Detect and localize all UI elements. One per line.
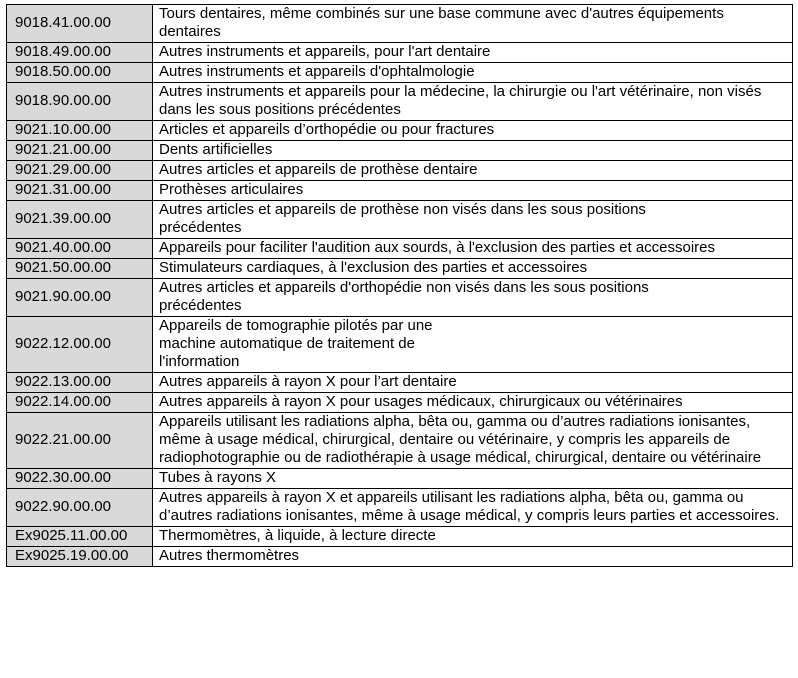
tariff-code-cell: 9022.30.00.00 [7, 469, 153, 489]
tariff-code-cell: 9021.50.00.00 [7, 259, 153, 279]
description-cell: Autres thermomètres [153, 547, 793, 567]
table-row [7, 63, 793, 83]
tariff-table-body [7, 5, 793, 567]
table-row [7, 489, 793, 527]
tariff-code-cell: 9022.12.00.00 [7, 317, 153, 373]
table-row [7, 469, 793, 489]
tariff-code-cell: 9021.40.00.00 [7, 239, 153, 259]
table-row [7, 161, 793, 181]
table-row [7, 547, 793, 567]
tariff-table [6, 4, 793, 567]
table-row [7, 279, 793, 317]
table-row [7, 393, 793, 413]
tariff-code-cell: 9021.31.00.00 [7, 181, 153, 201]
description-cell: Autres appareils à rayon X pour usages médicaux, chirurgicaux ou vétérinaires [153, 393, 793, 413]
table-row [7, 317, 793, 373]
tariff-code-cell: 9021.10.00.00 [7, 121, 153, 141]
description-cell: Autres instruments et appareils d'ophtalmologie [153, 63, 793, 83]
table-row [7, 83, 793, 121]
description-cell: Thermomètres, à liquide, à lecture directe [153, 527, 793, 547]
tariff-code-cell: 9022.21.00.00 [7, 413, 153, 469]
description-cell: Dents artificielles [153, 141, 793, 161]
description-cell: Autres instruments et appareils, pour l'art dentaire [153, 43, 793, 63]
tariff-code-cell: 9022.13.00.00 [7, 373, 153, 393]
tariff-code-cell: 9018.50.00.00 [7, 63, 153, 83]
description-cell: Articles et appareils d’orthopédie ou pour fractures [153, 121, 793, 141]
table-row [7, 239, 793, 259]
description-cell: Appareils utilisant les radiations alpha, bêta ou, gamma ou d’autres radiations ionisantes, même à usage médical, chirurgical, dentaire ou vétérinaire, y compris les appareils de radiophotographie ou de radiothérapie à usage médical, chirurgical, dentaire ou vétérinaire [153, 413, 793, 469]
tariff-code-cell: 9022.14.00.00 [7, 393, 153, 413]
description-cell: Tubes à rayons X [153, 469, 793, 489]
tariff-code-cell: 9018.49.00.00 [7, 43, 153, 63]
description-cell: Autres articles et appareils de prothèse non visés dans les sous positions précédentes [153, 201, 793, 239]
tariff-code-cell: Ex9025.19.00.00 [7, 547, 153, 567]
tariff-code-cell: 9021.29.00.00 [7, 161, 153, 181]
table-row [7, 527, 793, 547]
table-row [7, 201, 793, 239]
tariff-code-cell: 9021.39.00.00 [7, 201, 153, 239]
table-row [7, 413, 793, 469]
tariff-code-cell: 9021.90.00.00 [7, 279, 153, 317]
table-row [7, 5, 793, 43]
tariff-code-cell: 9021.21.00.00 [7, 141, 153, 161]
table-row [7, 373, 793, 393]
table-row [7, 259, 793, 279]
tariff-code-cell: 9022.90.00.00 [7, 489, 153, 527]
description-cell: Autres instruments et appareils pour la médecine, la chirurgie ou l'art vétérinaire, non visés dans les sous positions précédentes [153, 83, 793, 121]
table-row [7, 141, 793, 161]
description-cell: Stimulateurs cardiaques, à l'exclusion des parties et accessoires [153, 259, 793, 279]
description-cell: Autres appareils à rayon X pour l’art dentaire [153, 373, 793, 393]
description-cell: Autres appareils à rayon X et appareils utilisant les radiations alpha, bêta ou, gamma ou d’autres radiations ionisantes, même à usage médical, y compris leurs parties et accessoires. [153, 489, 793, 527]
table-row [7, 43, 793, 63]
table-row [7, 121, 793, 141]
tariff-code-cell: 9018.41.00.00 [7, 5, 153, 43]
description-cell: Prothèses articulaires [153, 181, 793, 201]
description-cell: Appareils pour faciliter l'audition aux sourds, à l'exclusion des parties et accessoires [153, 239, 793, 259]
table-row [7, 181, 793, 201]
description-cell: Autres articles et appareils de prothèse dentaire [153, 161, 793, 181]
tariff-code-cell: 9018.90.00.00 [7, 83, 153, 121]
description-cell: Autres articles et appareils d'orthopédie non visés dans les sous positions précédentes [153, 279, 793, 317]
description-cell: Tours dentaires, même combinés sur une base commune avec d'autres équipements dentaires [153, 5, 793, 43]
tariff-code-cell: Ex9025.11.00.00 [7, 527, 153, 547]
description-cell: Appareils de tomographie pilotés par une machine automatique de traitement de l'information [153, 317, 793, 373]
